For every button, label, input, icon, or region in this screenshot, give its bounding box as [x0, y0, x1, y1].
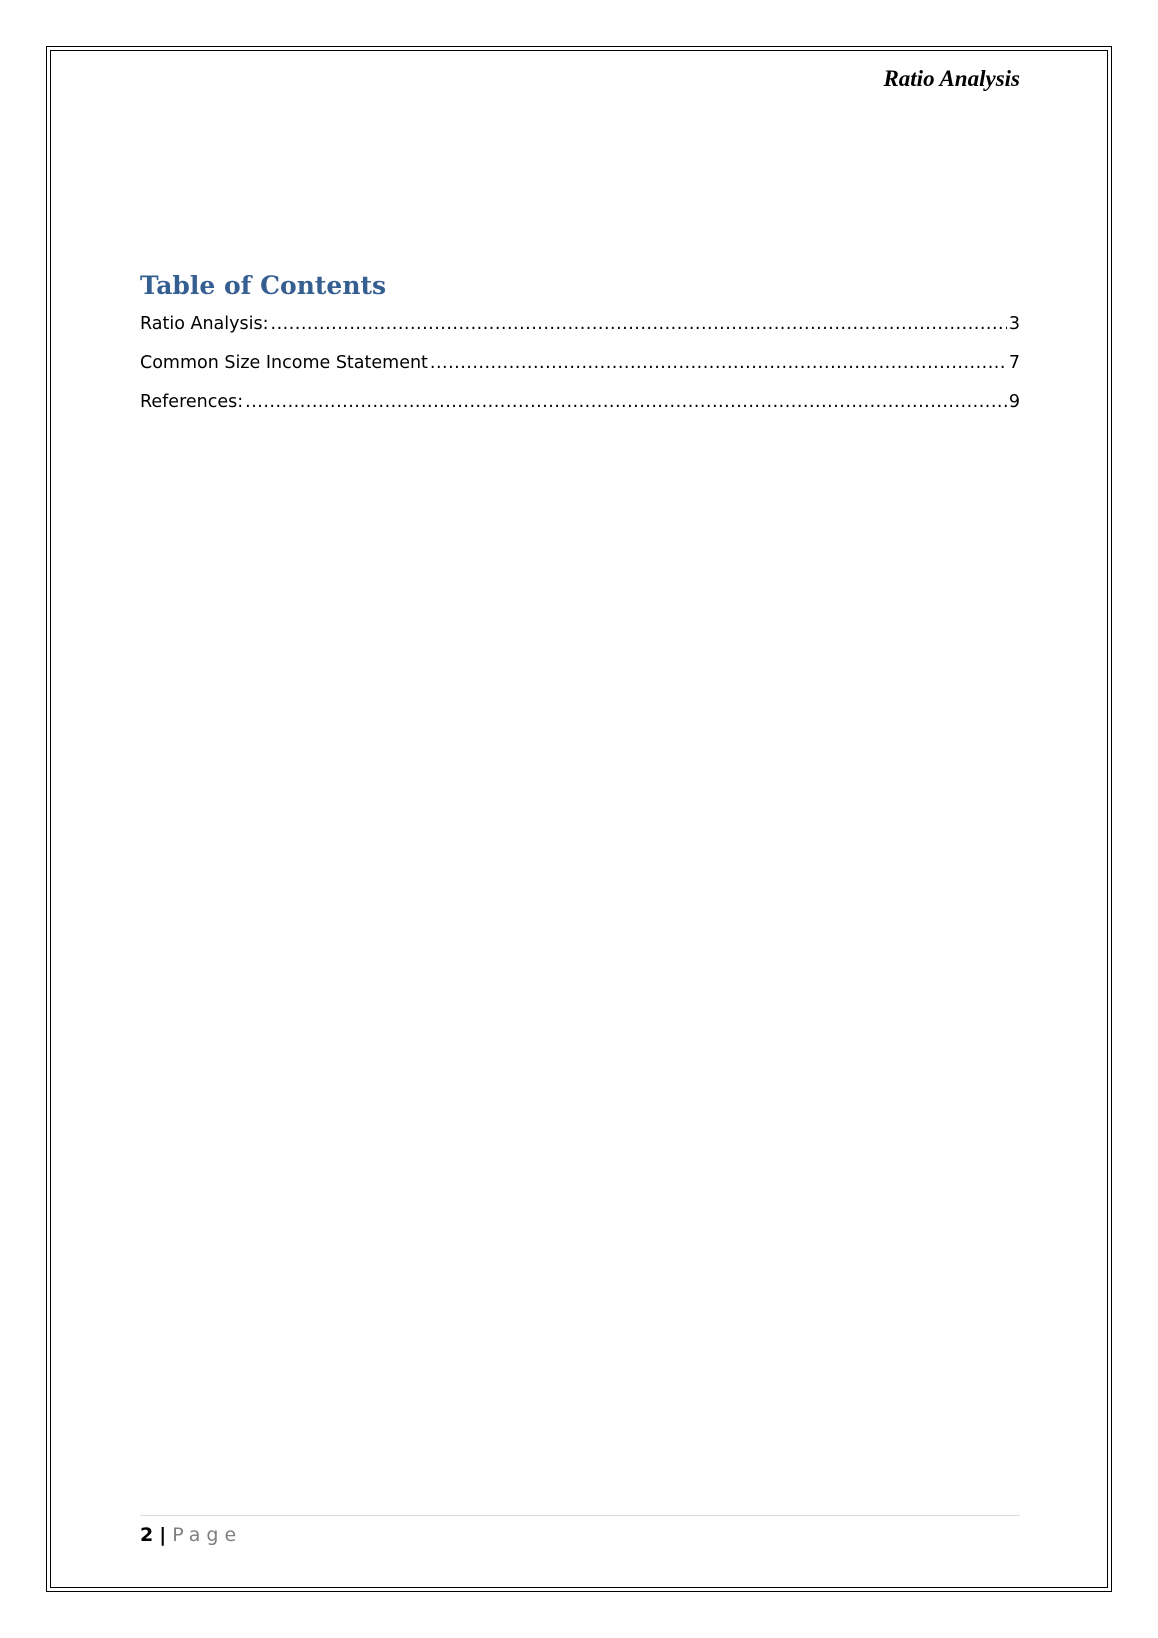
toc-entry-ratio-analysis[interactable]: [140, 310, 1020, 349]
toc-entry-common-size-income-statement[interactable]: [140, 349, 1020, 388]
page-footer: [140, 1520, 242, 1550]
toc-entry-page-number: 9: [1008, 392, 1020, 412]
table-of-contents: [140, 268, 1020, 427]
footer-separator: |: [159, 1524, 167, 1546]
toc-dot-leader: [430, 349, 1007, 377]
toc-entry-label: Ratio Analysis:: [140, 314, 269, 334]
toc-entry-label: References:: [140, 392, 244, 412]
toc-heading: Table of Contents: [140, 271, 387, 300]
toc-dot-leader: [245, 388, 1007, 416]
toc-entry-page-number: 7: [1008, 353, 1020, 373]
toc-entry-label: Common Size Income Statement: [140, 353, 428, 373]
footer-divider: [140, 1515, 1020, 1516]
toc-entry-page-number: 3: [1008, 314, 1020, 334]
footer-page-word: Page: [172, 1524, 243, 1546]
toc-dot-leader: [271, 310, 1007, 338]
footer-page-number: 2: [140, 1524, 154, 1546]
toc-entry-references[interactable]: [140, 388, 1020, 427]
running-header-title: Ratio Analysis: [883, 66, 1020, 91]
